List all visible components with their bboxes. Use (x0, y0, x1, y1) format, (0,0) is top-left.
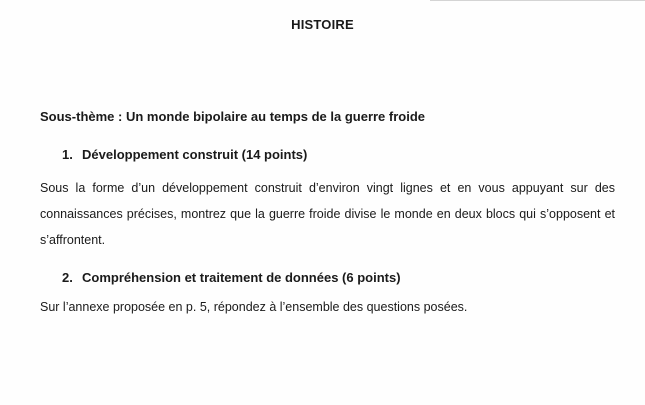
section-1-body: Sous la forme d’un développement construit d’environ vingt lignes et en vous appuyant sur des connaissances précises, montrez que la guerre froide divise le monde en deux blocs qui s’opposent et s’affrontent. (40, 181, 615, 247)
section-2-heading (62, 270, 401, 285)
section-1-heading (62, 147, 307, 162)
section-2-title: Compréhension et traitement de données (6 points) (82, 270, 401, 285)
section-2-body: Sur l’annexe proposée en p. 5, répondez à l’ensemble des questions posées. (40, 300, 468, 314)
page-title: HISTOIRE (291, 17, 354, 32)
section-2-number: 2. (62, 270, 73, 285)
subtheme-heading: Sous-thème : Un monde bipolaire au temps de la guerre froide (40, 109, 426, 124)
scan-edge-line (430, 0, 645, 1)
section-1-title: Développement construit (14 points) (82, 147, 308, 162)
section-1-number: 1. (62, 147, 73, 162)
